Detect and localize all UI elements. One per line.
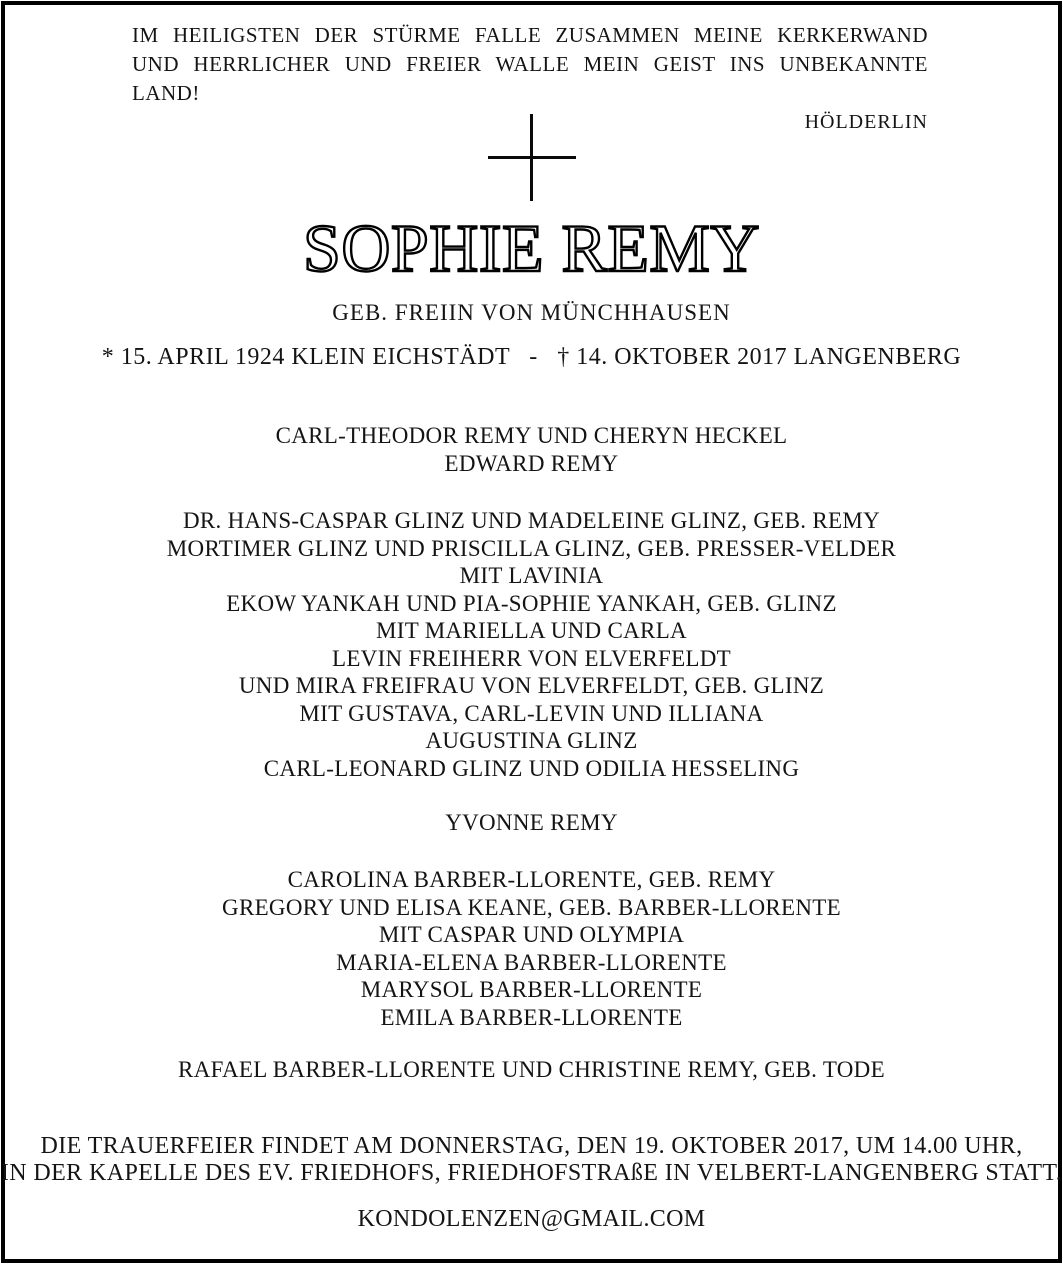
text-line: AUGUSTINA GLINZ — [425, 728, 638, 753]
mourners-group-2 — [0, 507, 1063, 782]
text-line: EKOW YANKAH UND PIA-SOPHIE YANKAH, GEB. GLINZ — [226, 590, 837, 616]
mourners-group-4 — [0, 866, 1063, 1031]
text-line: CARL-THEODOR REMY UND CHERYN HECKEL — [275, 423, 788, 448]
mourners-group-5 — [0, 1056, 1063, 1084]
condolence-email: KONDOLENZEN@GMAIL.COM — [357, 1206, 706, 1232]
mourners-group-3 — [0, 809, 1063, 837]
text-line: MARIA-ELENA BARBER-LLORENTE — [336, 949, 727, 975]
text-line: YVONNE REMY — [445, 810, 618, 835]
text-line: CAROLINA BARBER-LLORENTE, GEB. REMY — [287, 867, 776, 892]
funeral-service-info — [0, 1133, 1063, 1187]
text-line: EMILA BARBER-LLORENTE — [380, 1004, 683, 1030]
text-line: GREGORY UND ELISA KEANE, GEB. BARBER-LLORENTE — [222, 894, 841, 920]
text-line: IN DER KAPELLE DES EV. FRIEDHOFS, FRIEDHOFSTRAßE IN VELBERT-LANGENBERG STATT. — [0, 1160, 1063, 1186]
maiden-name: GEB. FREIIN VON MÜNCHHAUSEN — [332, 300, 731, 325]
text-line: UND MIRA FREIFRAU VON ELVERFELDT, GEB. GLINZ — [238, 673, 825, 698]
text-line: MIT LAVINIA — [459, 563, 604, 588]
text-line: EDWARD REMY — [444, 450, 619, 476]
deceased-name: SOPHIE REMY — [303, 210, 760, 286]
text-line: DR. HANS-CASPAR GLINZ UND MADELEINE GLINZ, GEB. REMY — [182, 508, 881, 533]
mourners-group-1 — [0, 422, 1063, 477]
life-dates: * 15. APRIL 1924 KLEIN EICHSTÄDT - † 14. OKTOBER 2017 LANGENBERG — [101, 344, 962, 370]
quote-line-1: IM HEILIGSTEN DER STÜRME FALLE ZUSAMMEN MEINE KERKERWAND — [132, 23, 928, 47]
text-line: LEVIN FREIHERR VON ELVERFELDT — [331, 645, 732, 671]
quote-attribution: HÖLDERLIN — [804, 111, 928, 133]
text-line: MIT MARIELLA UND CARLA — [376, 618, 687, 643]
quote-line-2: UND HERRLICHER UND FREIER WALLE MEIN GEIST INS UNBEKANNTE LAND! — [132, 52, 928, 105]
text-line: DIE TRAUERFEIER FINDET AM DONNERSTAG, DEN 19. OKTOBER 2017, UM 14.00 UHR, — [40, 1133, 1023, 1159]
text-line: RAFAEL BARBER-LLORENTE UND CHRISTINE REMY, GEB. TODE — [178, 1057, 885, 1082]
cross-horizontal-bar — [488, 156, 576, 159]
text-line: MARYSOL BARBER-LLORENTE — [360, 977, 703, 1002]
text-line: MIT GUSTAVA, CARL-LEVIN UND ILLIANA — [299, 700, 764, 726]
text-line: MIT CASPAR UND OLYMPIA — [378, 922, 685, 947]
text-line: MORTIMER GLINZ UND PRISCILLA GLINZ, GEB. PRESSER-VELDER — [166, 535, 897, 561]
text-line: CARL-LEONARD GLINZ UND ODILIA HESSELING — [263, 755, 800, 781]
